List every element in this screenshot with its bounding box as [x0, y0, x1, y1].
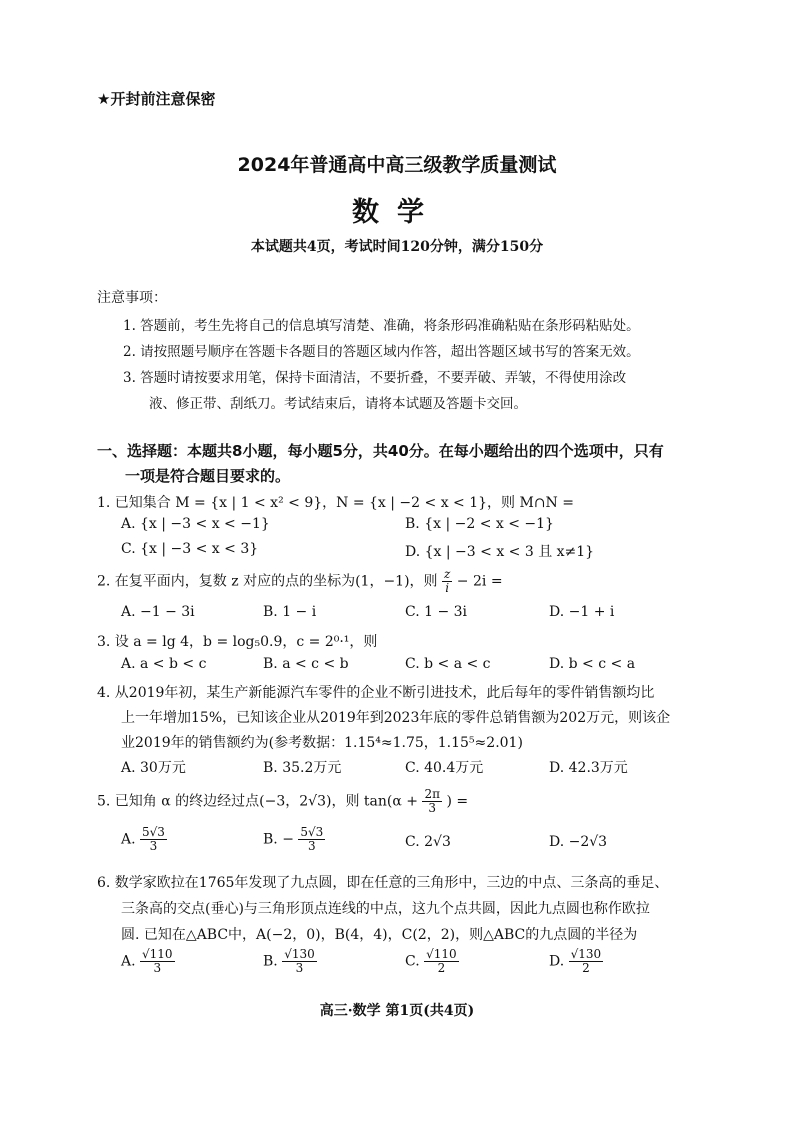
question-6-line-2: 三条高的交点(垂心)与三角形顶点连线的中点，这九个点共圆，因此九点圆也称作欧拉	[121, 901, 650, 917]
question-3-option-c: C. b < a < c	[405, 656, 491, 672]
question-3-option-d: D. b < c < a	[549, 656, 636, 672]
question-6-option-b	[263, 948, 317, 975]
option-label: A.	[121, 831, 136, 848]
question-1-option-b: B. {x | −2 < x < −1}	[405, 516, 554, 532]
notice-heading: 注意事项：	[97, 290, 167, 306]
question-2-option-b: B. 1 − i	[263, 604, 317, 620]
question-4-line-3: 业2019年的销售额约为(参考数据：1.15⁴≈1.75，1.15⁵≈2.01)	[121, 735, 523, 751]
question-4-line-1: 4. 从2019年初，某生产新能源汽车零件的企业不断引进技术，此后每年的零件销售额均比	[97, 685, 655, 701]
option-fraction	[298, 826, 325, 853]
option-label: D.	[549, 953, 565, 970]
exam-info: 本试题共4页，考试时间120分钟，满分150分	[250, 239, 544, 255]
question-6-option-c	[405, 948, 459, 975]
question-2-stem-pre: 2. 在复平面内，复数 z 对应的点的坐标为(1，−1)，则	[97, 573, 438, 590]
fraction-denominator: 3	[149, 839, 158, 854]
fraction-numerator: 2π	[424, 787, 440, 801]
fraction-denominator: 3	[308, 839, 316, 854]
question-3-stem: 3. 设 a = lg 4，b = log₅0.9，c = 2⁰·¹，则	[97, 634, 378, 650]
question-5-option-d: D. −2√3	[549, 834, 608, 850]
fraction-numerator: z	[444, 567, 451, 581]
question-2-option-a: A. −1 − 3i	[121, 604, 195, 620]
question-2-stem-post: − 2i =	[456, 573, 503, 590]
page-footer: 高三·数学 第1页(共4页)	[319, 1003, 475, 1019]
question-2-stem	[97, 568, 503, 595]
fraction-numerator: 5√3	[142, 825, 165, 839]
fraction-denominator: 2	[437, 961, 446, 976]
question-6-option-a	[121, 948, 175, 975]
fraction-numerator: √110	[142, 947, 173, 961]
option-fraction	[424, 948, 459, 975]
option-label: A.	[121, 953, 136, 970]
option-fraction	[282, 948, 317, 975]
fraction-denominator: 2	[582, 961, 590, 976]
question-4-option-c: C. 40.4万元	[405, 760, 484, 776]
question-3-option-a: A. a < b < c	[121, 656, 207, 672]
option-label: C.	[405, 953, 420, 970]
option-fraction	[140, 948, 175, 975]
question-6-line-1: 6. 数学家欧拉在1765年发现了九点圆，即在任意的三角形中，三边的中点、三条高的垂足、	[97, 875, 669, 891]
question-5-stem	[97, 788, 468, 815]
option-label: B. −	[263, 831, 294, 848]
question-4-option-d: D. 42.3万元	[549, 760, 628, 776]
subject-title: 数学	[352, 197, 442, 228]
fraction-denominator: 3	[428, 801, 437, 816]
question-4-option-a: A. 30万元	[121, 760, 186, 776]
question-5-option-b	[263, 826, 325, 853]
confidential-note: ★开封前注意保密	[97, 90, 216, 108]
fraction-numerator: √110	[426, 947, 457, 961]
fraction-denominator: 3	[295, 961, 304, 976]
fraction-numerator: 5√3	[300, 825, 324, 839]
notice-item-3-cont: 液、修正带、刮纸刀。考试结束后，请将本试题及答题卡交回。	[149, 396, 527, 412]
fraction-denominator: i	[445, 581, 450, 596]
question-2-option-d: D. −1 + i	[549, 604, 615, 620]
exam-title: 2024年普通高中高三级教学质量测试	[237, 154, 557, 176]
question-6-option-d	[549, 948, 603, 975]
question-3-option-b: B. a < c < b	[263, 656, 349, 672]
section-1-heading: 一、选择题：本题共8小题，每小题5分，共40分。在每小题给出的四个选项中，只有	[97, 442, 664, 460]
question-1-option-c: C. {x | −3 < x < 3}	[121, 541, 259, 557]
option-fraction	[569, 948, 604, 975]
option-label: B.	[263, 953, 278, 970]
notice-item-1: 1. 答题前，考生先将自己的信息填写清楚、准确，将条形码准确粘贴在条形码粘贴处。	[123, 318, 640, 334]
question-5-stem-pre: 5. 已知角 α 的终边经过点(−3，2√3)，则 tan(α +	[97, 793, 418, 810]
option-fraction	[140, 826, 167, 853]
fraction-numerator: √130	[284, 947, 315, 961]
question-4-option-b: B. 35.2万元	[263, 760, 342, 776]
section-1-heading-cont: 一项是符合题目要求的。	[125, 467, 291, 485]
question-2-fraction	[442, 568, 452, 595]
question-1-stem: 1. 已知集合 M = {x | 1 < x² < 9}，N = {x | −2 < x < 1}，则 M∩N =	[97, 495, 574, 511]
question-1-option-a: A. {x | −3 < x < −1}	[121, 516, 270, 532]
fraction-denominator: 3	[153, 961, 162, 976]
fraction-numerator: √130	[570, 947, 602, 961]
question-5-fraction	[422, 788, 442, 815]
question-2-option-c: C. 1 − 3i	[405, 604, 468, 620]
question-4-line-2: 上一年增加15%，已知该企业从2019年到2023年底的零件总销售额为202万元，则该企	[121, 710, 671, 726]
notice-item-2: 2. 请按照题号顺序在答题卡各题目的答题区域内作答，超出答题区域书写的答案无效。	[123, 344, 640, 360]
question-5-option-a	[121, 826, 167, 853]
question-5-stem-post: ) =	[446, 793, 469, 810]
question-1-option-d: D. {x | −3 < x < 3 且 x≠1}	[405, 544, 595, 560]
notice-item-3: 3. 答题时请按要求用笔，保持卡面清洁，不要折叠，不要弄破、弄皱，不得使用涂改	[123, 370, 627, 386]
question-6-line-3: 圆. 已知在△ABC中，A(−2，0)，B(4，4)，C(2，2)，则△ABC的九点圆的半径为	[121, 927, 638, 943]
question-5-option-c: C. 2√3	[405, 834, 451, 850]
